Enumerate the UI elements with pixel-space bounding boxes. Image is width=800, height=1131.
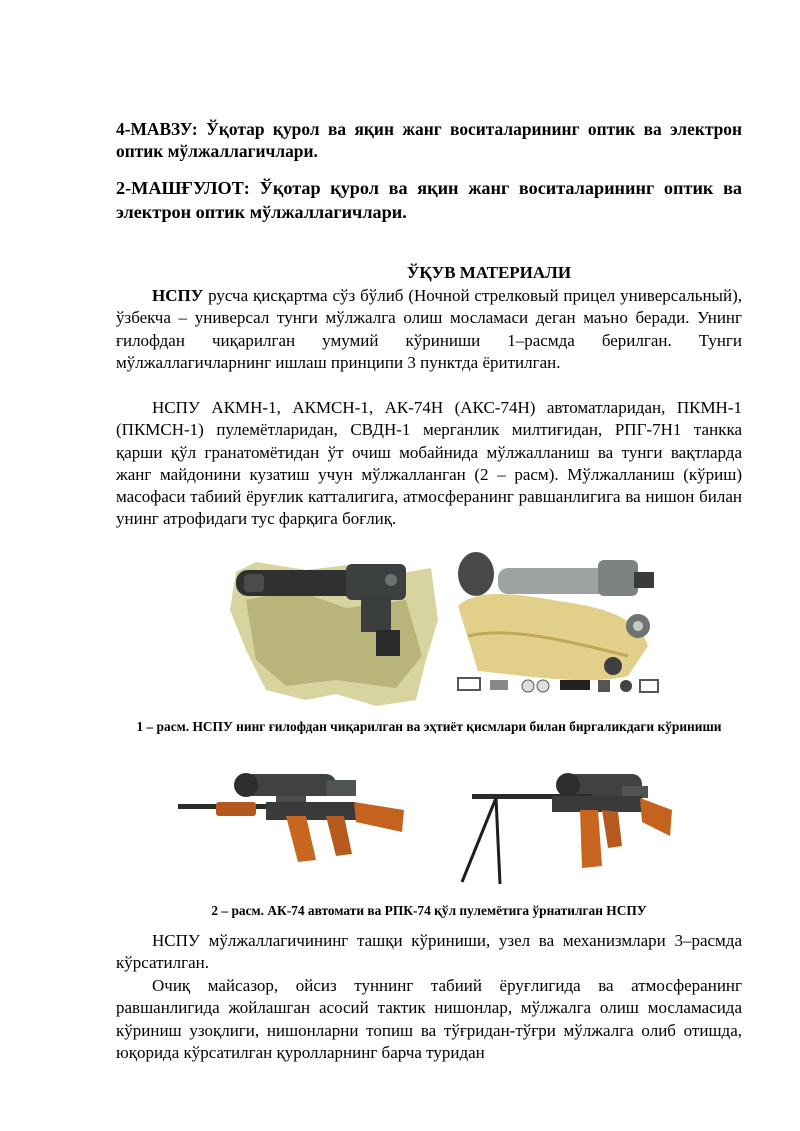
paragraph-1-text: русча қисқартма сўз бўлиб (Ночной стрелковый прицел универсальный), ўзбекча – универсал тунги мўлжалга олиш мосламаси деган маъно беради. Унинг ғилофдан чиқарилган умумий кўриниши 1–расмда берилган. Тунги мўлжаллагичларнинг ишлаш принципи 3 пунктда ёритилган. <box>116 286 742 372</box>
figure-1-sight-in-case-image <box>226 560 442 710</box>
figure-2-rpk74-image <box>442 770 674 886</box>
figure-2-ak74-image <box>176 770 406 870</box>
paragraph-3 <box>116 930 742 975</box>
section-title: ЎҚУВ МАТЕРИАЛИ <box>406 263 572 282</box>
lesson-heading: 2-МАШҒУЛОТ: Ўқотар қурол ва яқин жанг воситаларининг оптик ва электрон оптик мўлжаллагичлари. <box>116 178 742 222</box>
nspu-term: НСПУ <box>152 286 204 305</box>
figure-2-caption: 2 – расм. АК-74 автомати ва РПК-74 қўл пулемётига ўрнатилган НСПУ <box>211 903 647 918</box>
topic-heading: 4-МАВЗУ: Ўқотар қурол ва яқин жанг воситаларининг оптик ва электрон оптик мўлжаллагичлари. <box>116 119 742 161</box>
figure-1-caption: 1 – расм. НСПУ нинг ғилофдан чиқарилган ва эҳтиёт қисмлари билан биргаликдаги кўриниши <box>136 719 722 734</box>
paragraph-2 <box>116 397 742 531</box>
paragraph-4-text: Очиқ майсазор, ойсиз туннинг табиий ёруғлигида ва атмосферанинг равшанлигида жойлашган асосий тактик нишонлар, мўлжалга олиш мосламасида кўриниш узоқлиги, нишонларни топиш ва тўғридан-тўғри мўлжалга олиб отишда, юқорида кўрсатилган қуролларнинг барча туридан <box>116 976 742 1062</box>
paragraph-1 <box>116 285 742 374</box>
paragraph-3-text: НСПУ мўлжаллагичининг ташқи кўриниши, узел ва механизмлари 3–расмда кўрсатилган. <box>116 931 742 973</box>
paragraph-2-text: НСПУ АКМН-1, АКМСН-1, АК-74Н (АКС-74Н) автоматларидан, ПКМН-1 (ПКМСН-1) пулемётларидан, СВДН-1 мерганлик милтиғидан, РПГ-7Н1 танкка қарши қўл гранатомётидан ўт очиш мобайнида мўлжалланиш ва тунги вақтларда жанг майдонини кузатиш учун мўлжалланган (2 – расм). Мўлжалланиш (кўриш) масофаси табиий ёруғлик катталигига, атмосферанинг равшанлигига ва нишон билан унинг атрофидаги тус фарқига боғлиқ. <box>116 398 742 529</box>
paragraph-4 <box>116 975 742 1064</box>
figure-1-spare-parts-image <box>448 546 664 706</box>
